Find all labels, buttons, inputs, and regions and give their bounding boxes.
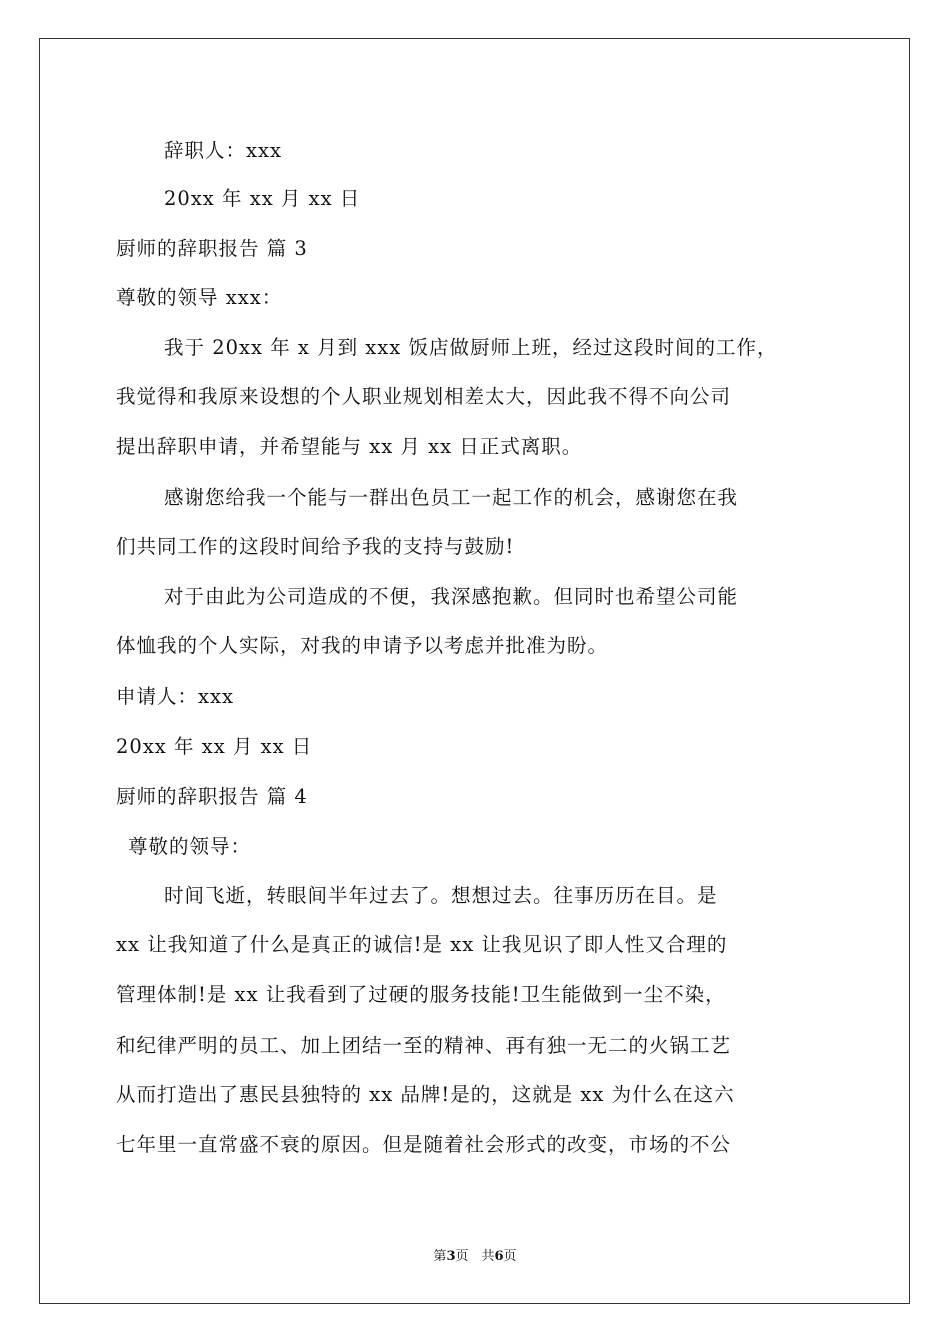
section-heading-3: 厨师的辞职报告 篇 3 bbox=[116, 237, 308, 260]
paragraph-line: 提出辞职申请，并希望能与 xx 月 xx 日正式离职。 bbox=[116, 435, 583, 458]
footer-page-suffix: 页 bbox=[503, 1249, 517, 1264]
resignee-signature: 辞职人：xxx bbox=[164, 139, 282, 162]
signature-date: 20xx 年 xx 月 xx 日 bbox=[164, 187, 361, 210]
paragraph-line: 对于由此为公司造成的不便，我深感抱歉。但同时也希望公司能 bbox=[164, 585, 739, 608]
section-heading-4: 厨师的辞职报告 篇 4 bbox=[116, 785, 308, 808]
paragraph-line: 体恤我的个人实际，对我的申请予以考虑并批准为盼。 bbox=[116, 634, 609, 657]
page-footer bbox=[0, 1245, 950, 1264]
paragraph-line: 和纪律严明的员工、加上团结一至的精神、再有独一无二的火锅工艺 bbox=[116, 1034, 732, 1057]
applicant-signature: 申请人：xxx bbox=[116, 685, 234, 708]
paragraph-line: 管理体制!是 xx 让我看到了过硬的服务技能!卫生能做到一尘不染， bbox=[116, 983, 726, 1006]
signature-date: 20xx 年 xx 月 xx 日 bbox=[116, 735, 313, 758]
paragraph-line: 从而打造出了惠民县独特的 xx 品牌!是的，这就是 xx 为什么在这六 bbox=[116, 1083, 735, 1106]
paragraph-line: xx 让我知道了什么是真正的诚信!是 xx 让我见识了即人性又合理的 bbox=[116, 933, 728, 956]
paragraph-line: 我于 20xx 年 x 月到 xxx 饭店做厨师上班，经过这段时间的工作， bbox=[164, 336, 778, 359]
footer-page-mid: 页 共 bbox=[455, 1249, 495, 1264]
paragraph-line: 我觉得和我原来设想的个人职业规划相差太大，因此我不得不向公司 bbox=[116, 385, 732, 408]
paragraph-line: 七年里一直常盛不衰的原因。但是随着社会形式的改变，市场的不公 bbox=[116, 1133, 732, 1156]
page-frame bbox=[39, 38, 910, 1304]
paragraph-line: 感谢您给我一个能与一群出色员工一起工作的机会，感谢您在我 bbox=[164, 486, 739, 509]
footer-page-prefix: 第 bbox=[433, 1249, 447, 1264]
paragraph-line: 们共同工作的这段时间给予我的支持与鼓励! bbox=[116, 535, 515, 558]
salutation: 尊敬的领导 xxx： bbox=[116, 286, 283, 309]
salutation: 尊敬的领导： bbox=[128, 835, 252, 858]
footer-page-number: 3 bbox=[446, 1249, 456, 1264]
paragraph-line: 时间飞逝，转眼间半年过去了。想想过去。往事历历在目。是 bbox=[164, 884, 718, 907]
footer-total-pages: 6 bbox=[494, 1249, 504, 1264]
